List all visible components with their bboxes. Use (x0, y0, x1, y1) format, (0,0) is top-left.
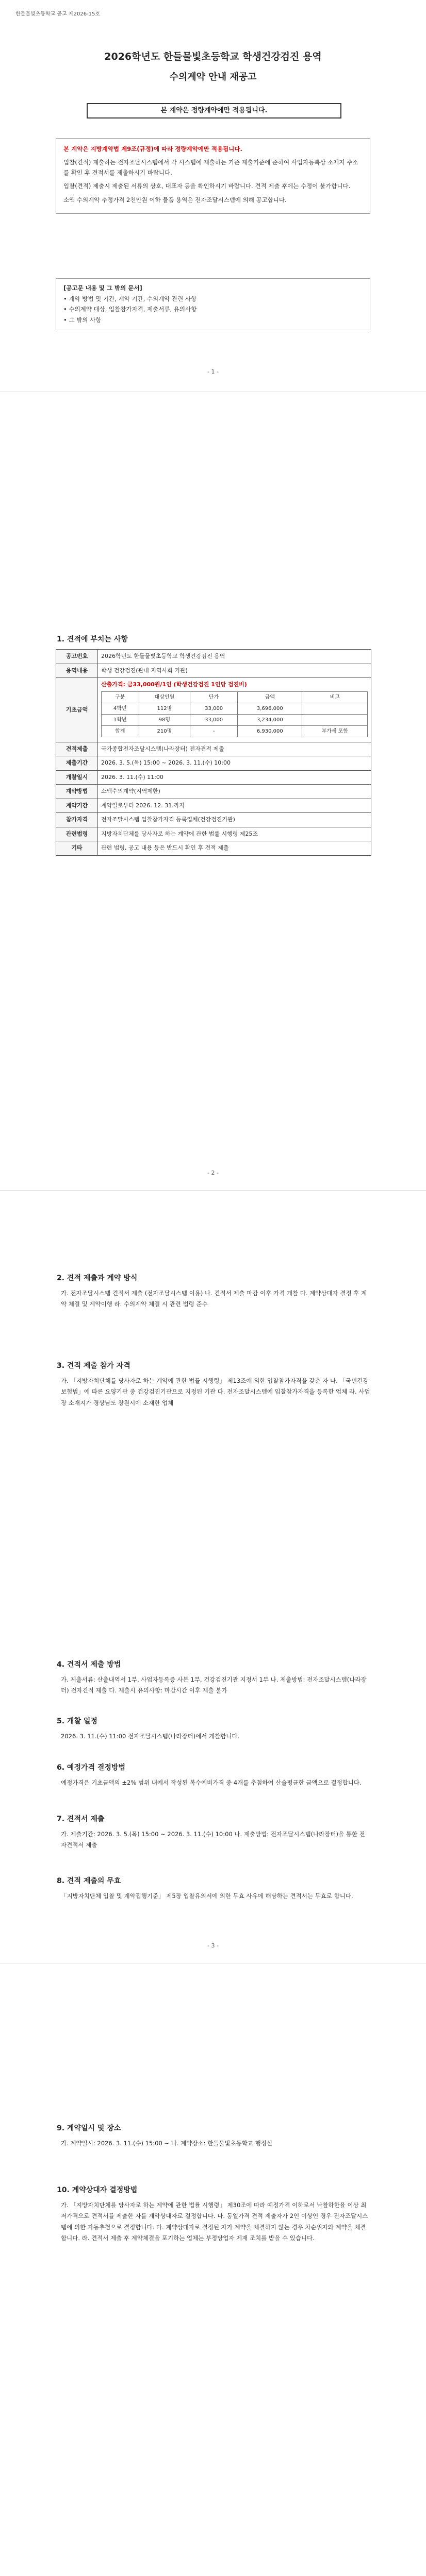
section-5-heading: 5. 개찰 일정 (57, 1717, 97, 1725)
section-7-heading: 7. 견적서 제출 (57, 1815, 105, 1823)
table-row (56, 650, 371, 664)
toc-item: • 수의계약 대상, 입찰참가자격, 제출서류, 유의사항 (63, 306, 197, 313)
cell: 1학년 (102, 714, 139, 725)
row-value: 관련 법령, 공고 내용 등은 반드시 확인 후 견적 제출 (98, 841, 371, 856)
row-value: 계약일로부터 2026. 12. 31.까지 (98, 799, 371, 813)
section-6-body: 예정가격은 기초금액의 ±2% 범위 내에서 작성된 복수예비가격 중 4개를 추첨하여 산술평균한 금액으로 결정합니다. (61, 1779, 362, 1786)
table-row (56, 742, 371, 756)
page-number: - 3 - (207, 1942, 219, 1949)
section-3-heading: 3. 견적 제출 참가 자격 (57, 1362, 130, 1370)
row-value: 2026학년도 한들물빛초등학교 학생건강검진 용역 (98, 650, 371, 664)
table-row (56, 813, 371, 827)
cell: 대상인원 (139, 691, 190, 703)
table-row (56, 678, 371, 742)
section-4-body: 가. 제출서류: 산출내역서 1부, 사업자등록증 사본 1부, 건강검진기관 지정서 1부 나. 제출방법: 전자조달시스템(나라장터) 전자견적 제출 다. 제출시 유의사항: 마감시간 이후 제출 불가 (61, 1676, 367, 1694)
page-number: - 1 - (207, 368, 219, 375)
toc-heading: [공고문 내용 및 그 밖의 문서] (63, 284, 142, 292)
cell: 210명 (139, 725, 190, 737)
cell: 4학년 (102, 703, 139, 714)
table-row (102, 725, 368, 737)
row-key: 제출기간 (56, 756, 98, 771)
cell: 33,000 (190, 703, 238, 714)
intro-line-1: 본 계약은 지방계약법 제9조(규정)에 따라 정량계약에만 적용됩니다. (63, 145, 242, 152)
section-7-body: 가. 제출기간: 2026. 3. 5.(목) 15:00 ~ 2026. 3. 11.(수) 10:00 나. 제출방법: 전자조달시스템(나라장터)을 통한 전자견적서 제출 (61, 1831, 365, 1849)
cell: 금액 (238, 691, 302, 703)
cell (302, 703, 368, 714)
cell: 비고 (302, 691, 368, 703)
section-9-body: 가. 계약일시: 2026. 3. 11.(수) 15:00 ~ 나. 계약장소: 한들물빛초등학교 행정실 (61, 2140, 272, 2147)
cell: 부가세 포함 (302, 725, 368, 737)
toc-item: • 그 밖의 사항 (63, 316, 102, 324)
toc-item: • 계약 방법 및 기간, 계약 기간, 수의계약 관련 사항 (63, 295, 197, 302)
section-10-body: 가. 「지방자치단체를 당사자로 하는 계약에 관한 법률 시행령」 제30조에 따라 예정가격 이하로서 낙찰하한율 이상 최저가격으로 견적서를 제출한 자를 계약상대자로 결정합니다. 나. 동일가격 견적 제출자가 2인 이상인 경우 전자조달시스템에 의한 자동추첨으로 결정합니다. 다. 계약상대자로 결정된 자가 계약을 체결하지 않는 경우 차순위자와 계약을 체결합니다. 라. 견적서 제출 후 계약체결을 포기하는 업체는 부정당업자 제재 조치를 받을 수 있습니다. (61, 2201, 368, 2242)
row-key: 계약방법 (56, 785, 98, 799)
cell: 구분 (102, 691, 139, 703)
cell: 98명 (139, 714, 190, 725)
section-8-body: 「지방자치단체 입찰 및 계약집행기준」 제5장 입찰유의서에 의한 무효 사유에 해당하는 견적서는 무효로 합니다. (61, 1892, 353, 1900)
row-key: 공고번호 (56, 650, 98, 664)
row-key: 용역내용 (56, 664, 98, 678)
table-row (56, 770, 371, 785)
page-divider (0, 1190, 426, 1191)
section-1-heading: 1. 견적에 부치는 사항 (57, 635, 128, 643)
intro-box (56, 138, 370, 214)
section-5-body: 2026. 3. 11.(수) 11:00 전자조달시스템(나라장터)에서 개찰합니다. (61, 1733, 240, 1740)
cell: 33,000 (190, 714, 238, 725)
row-value: 학생 건강검진(관내 지역사회 기관) (98, 664, 371, 678)
cell: 6,930,000 (238, 725, 302, 737)
table-row (56, 785, 371, 799)
row-key: 견적제출 (56, 742, 98, 756)
section-2-heading: 2. 견적 제출과 계약 방식 (57, 1274, 138, 1282)
table-row (56, 799, 371, 813)
intro-line-3: 입찰(견적) 제출시 제출된 서류의 상호, 대표자 등을 확인하시기 바랍니다. 견적 제출 후에는 수정이 불가합니다. (63, 182, 351, 190)
toc-box (56, 278, 370, 330)
cell: 3,234,000 (238, 714, 302, 725)
doc-title: 2026학년도 한들물빛초등학교 학생건강검진 용역 (104, 51, 322, 62)
table-row (56, 827, 371, 841)
row-key: 기타 (56, 841, 98, 856)
table-row (56, 756, 371, 771)
doc-id: 한들물빛초등학교 공고 제2026-15호 (15, 11, 101, 17)
row-value: 전자조달시스템 입찰참가자격 등록업체(건강검진기관) (98, 813, 371, 827)
cell (302, 714, 368, 725)
cell: - (190, 725, 238, 737)
section-6-heading: 6. 예정가격 결정방법 (57, 1764, 125, 1772)
intro-line-2: 입찰(견적) 제출하는 전자조달시스템에서 각 시스템에 제출하는 기준 제출기준에 준하여 사업자등록상 소재지 주소를 확인 후 견적서를 제출하시기 바랍니다. (63, 159, 358, 177)
row-value: 지방자치단체를 당사자로 하는 계약에 관한 법률 시행령 제25조 (98, 827, 371, 841)
row-value (98, 678, 371, 742)
cell: 합계 (102, 725, 139, 737)
cell: 3,696,000 (238, 703, 302, 714)
section-9-heading: 9. 계약일시 및 장소 (57, 2124, 121, 2132)
row-value: 국가종합전자조달시스템(나라장터) 전자견적 제출 (98, 742, 371, 756)
intro-line-4: 소액 수의계약 추정가격 2천만원 이하 물품 용역은 전자조달시스템에 의해 공고합니다. (63, 196, 287, 204)
section-4-heading: 4. 견적서 제출 방법 (57, 1660, 121, 1669)
table-row (102, 703, 368, 714)
row-key: 기초금액 (56, 678, 98, 742)
table-row (56, 664, 371, 678)
notice-box: 본 계약은 정량계약에만 적용됩니다. (87, 103, 341, 118)
table-row (56, 841, 371, 856)
price-table (101, 691, 368, 737)
row-key: 참가자격 (56, 813, 98, 827)
section-2-body: 가. 전자조달시스템 견적서 제출 (전자조달시스템 이용) 나. 견적서 제출 마감 이후 가격 개찰 다. 계약상대자 결정 후 계약 체결 및 계약이행 라. 수의계약 체결 시 관련 법령 준수 (61, 1290, 367, 1308)
section-10-heading: 10. 계약상대자 결정방법 (57, 2186, 138, 2194)
table-row (102, 714, 368, 725)
row-value: 2026. 3. 5.(목) 15:00 ~ 2026. 3. 11.(수) 10:00 (98, 756, 371, 771)
info-table (56, 649, 371, 856)
row-key: 개찰일시 (56, 770, 98, 785)
row-value: 2026. 3. 11.(수) 11:00 (98, 770, 371, 785)
doc-subtitle: 수의계약 안내 재공고 (169, 72, 257, 82)
cell: 112명 (139, 703, 190, 714)
page-number: - 2 - (207, 1170, 219, 1176)
table-row (102, 691, 368, 703)
row-key: 계약기간 (56, 799, 98, 813)
price-note: 산출가격: 금33,000원/1인 (학생건강검진 1인당 검진비) (101, 681, 247, 688)
section-3-body: 가. 「지방자치단체를 당사자로 하는 계약에 관한 법률 시행령」 제13조에 의한 입찰참가자격을 갖춘 자 나. 「국민건강보험법」에 따른 요양기관 중 건강검진기관으로 지정된 기관 다. 전자조달시스템에 입찰참가자격을 등록한 업체 라. 사업장 소재지가 경상남도 창원시에 소재한 업체 (61, 1377, 370, 1406)
row-key: 관련법령 (56, 827, 98, 841)
section-8-heading: 8. 견적 제출의 무효 (57, 1877, 121, 1885)
row-value: 소액수의계약(지역제한) (98, 785, 371, 799)
cell: 단가 (190, 691, 238, 703)
